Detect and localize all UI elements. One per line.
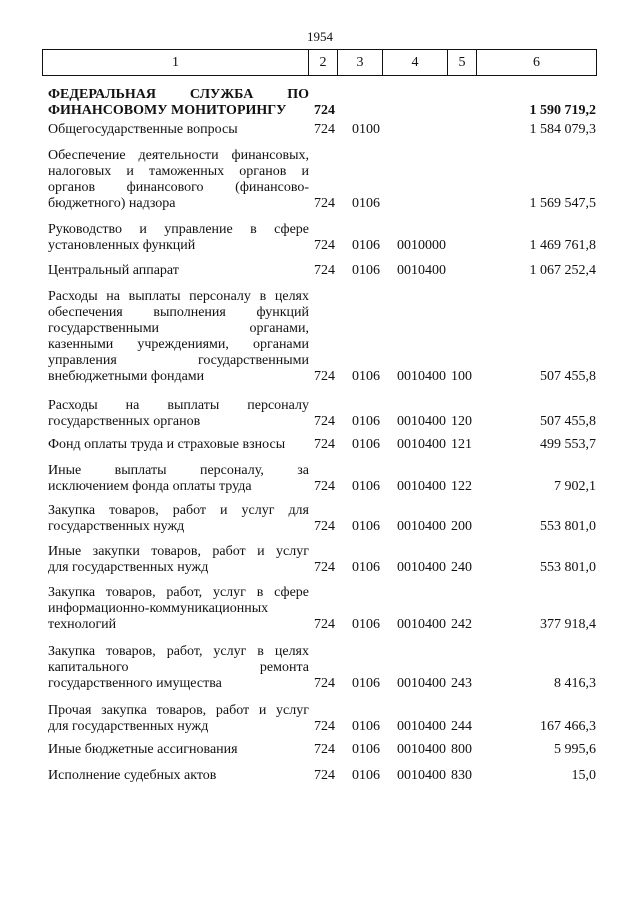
section-code: 0106 [352,768,380,783]
row-description [48,742,309,758]
description-line: Исполнение судебных актов [48,768,217,783]
expense-type-code: 242 [451,617,472,632]
description-line: казенными учреждениями, органами [48,337,309,352]
description-line: информационно-коммуникационных [48,601,269,616]
description-line: Расходы на выплаты персоналу [48,398,309,413]
description-line: технологий [48,617,117,632]
department-code: 724 [314,560,335,575]
description-line: Иные выплаты персоналу, за [48,463,309,478]
description-line: Иные бюджетные ассигнования [48,742,238,757]
department-code: 724 [314,122,335,137]
row-description [48,87,309,119]
description-line: ФЕДЕРАЛЬНАЯ СЛУЖБА ПО [48,87,309,102]
description-line: Иные закупки товаров, работ и услуг [48,544,309,559]
section-code: 0106 [352,617,380,632]
target-article-code: 0010400 [397,369,446,384]
row-description [48,263,309,279]
page-number: 1954 [307,29,333,44]
expense-type-code: 200 [451,519,472,534]
department-code: 724 [314,103,335,118]
expense-type-code: 240 [451,560,472,575]
amount: 8 416,3 [554,676,596,691]
target-article-code: 0010400 [397,560,446,575]
description-line: органов финансового (финансово- [48,180,309,195]
department-code: 724 [314,676,335,691]
department-code: 724 [314,196,335,211]
department-code: 724 [314,742,335,757]
description-line: Руководство и управление в сфере [48,222,309,237]
description-line: установленных функций [48,238,196,253]
department-code: 724 [314,437,335,452]
description-line: государственных нужд [48,519,185,534]
expense-type-code: 121 [451,437,472,452]
row-description [48,503,309,535]
description-line: государственных органов [48,414,201,429]
description-line: управления государственными [48,353,309,368]
description-line: Центральный аппарат [48,263,179,278]
row-description [48,768,309,784]
amount: 15,0 [571,768,596,783]
amount: 507 455,8 [540,369,596,384]
description-line: обеспечения выполнения функций [48,305,309,320]
department-code: 724 [314,263,335,278]
description-line: Расходы на выплаты персоналу в целях [48,289,309,304]
description-line: Прочая закупка товаров, работ и услуг [48,703,309,718]
section-code: 0106 [352,519,380,534]
expense-type-code: 100 [451,369,472,384]
section-code: 0106 [352,676,380,691]
section-code: 0106 [352,414,380,429]
description-line: для государственных нужд [48,560,209,575]
description-line: государственного имущества [48,676,222,691]
column-header: 5 [448,50,477,76]
section-code: 0106 [352,437,380,452]
department-code: 724 [314,479,335,494]
target-article-code: 0010400 [397,519,446,534]
expense-type-code: 244 [451,719,472,734]
target-article-code: 0010400 [397,479,446,494]
description-line: налоговых и таможенных органов и [48,164,309,179]
column-header: 1 [43,50,309,76]
target-article-code: 0010400 [397,414,446,429]
target-article-code: 0010400 [397,617,446,632]
amount: 507 455,8 [540,414,596,429]
description-line: Закупка товаров, работ, услуг в сфере [48,585,309,600]
row-description [48,644,309,692]
section-code: 0106 [352,560,380,575]
amount: 553 801,0 [540,519,596,534]
row-description [48,122,309,138]
target-article-code: 0010400 [397,768,446,783]
department-code: 724 [314,238,335,253]
expense-type-code: 243 [451,676,472,691]
amount: 553 801,0 [540,560,596,575]
description-line: Фонд оплаты труда и страховые взносы [48,437,286,452]
department-code: 724 [314,768,335,783]
department-code: 724 [314,519,335,534]
amount: 1 590 719,2 [529,103,596,118]
section-code: 0106 [352,479,380,494]
row-description [48,437,309,453]
amount: 1 584 079,3 [529,122,596,137]
description-line: государственными органами, [48,321,309,336]
expense-type-code: 120 [451,414,472,429]
target-article-code: 0010400 [397,676,446,691]
row-description [48,148,309,212]
column-header: 4 [383,50,448,76]
expense-type-code: 122 [451,479,472,494]
description-line: Закупка товаров, работ, услуг в целях [48,644,309,659]
section-code: 0100 [352,122,380,137]
description-line: ФИНАНСОВОМУ МОНИТОРИНГУ [48,103,287,118]
section-code: 0106 [352,263,380,278]
row-description [48,585,309,633]
section-code: 0106 [352,719,380,734]
amount: 1 569 547,5 [529,196,596,211]
column-header: 2 [309,50,338,76]
amount: 499 553,7 [540,437,596,452]
target-article-code: 0010400 [397,263,446,278]
section-code: 0106 [352,369,380,384]
department-code: 724 [314,719,335,734]
section-code: 0106 [352,238,380,253]
department-code: 724 [314,617,335,632]
description-line: для государственных нужд [48,719,209,734]
description-line: Закупка товаров, работ и услуг для [48,503,309,518]
amount: 7 902,1 [554,479,596,494]
column-header: 6 [477,50,597,76]
amount: 5 995,6 [554,742,596,757]
row-description [48,463,309,495]
target-article-code: 0010400 [397,719,446,734]
description-line: Обеспечение деятельности финансовых, [48,148,309,163]
column-header: 3 [338,50,383,76]
description-line: исключением фонда оплаты труда [48,479,252,494]
row-description [48,703,309,735]
amount: 167 466,3 [540,719,596,734]
target-article-code: 0010400 [397,742,446,757]
row-description [48,222,309,254]
description-line: Общегосударственные вопросы [48,122,238,137]
amount: 377 918,4 [540,617,596,632]
row-description [48,398,309,430]
section-code: 0106 [352,196,380,211]
expense-type-code: 830 [451,768,472,783]
description-line: бюджетного) надзора [48,196,176,211]
amount: 1 469 761,8 [529,238,596,253]
amount: 1 067 252,4 [529,263,596,278]
target-article-code: 0010400 [397,437,446,452]
row-description [48,544,309,576]
target-article-code: 0010000 [397,238,446,253]
department-code: 724 [314,369,335,384]
description-line: капитального ремонта [48,660,309,675]
department-code: 724 [314,414,335,429]
description-line: внебюджетными фондами [48,369,205,384]
expense-type-code: 800 [451,742,472,757]
row-description [48,289,309,385]
section-code: 0106 [352,742,380,757]
